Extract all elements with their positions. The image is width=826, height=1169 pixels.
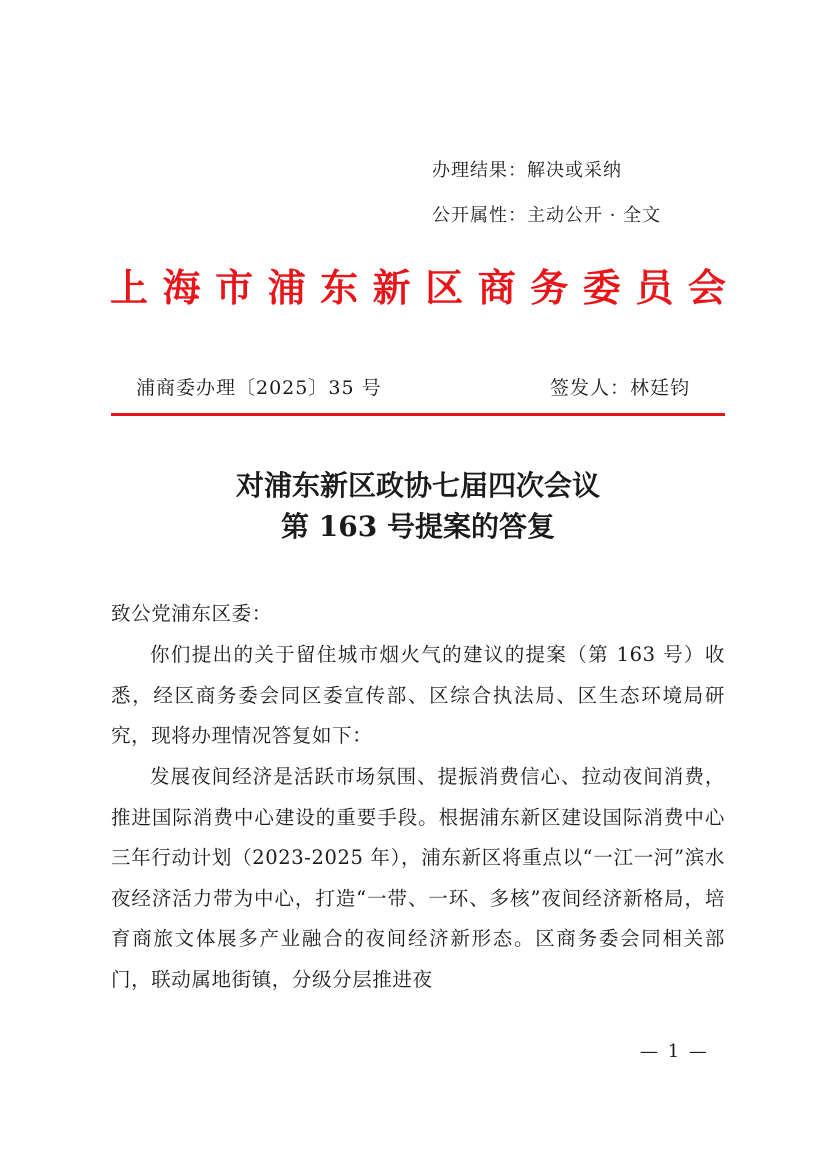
org-title-char: 务 — [530, 265, 569, 310]
org-title-char: 商 — [477, 265, 516, 310]
body-paragraph-1: 你们提出的关于留住城市烟火气的建议的提案（第 163 号）收悉，经区商务委会同区委宣传部、区综合执法局、区生态环境局研究，现将办理情况答复如下： — [111, 643, 725, 747]
org-title-char: 区 — [425, 265, 464, 310]
issuing-organization-title — [110, 264, 726, 312]
red-divider-line — [111, 413, 725, 416]
org-title-char: 员 — [635, 265, 674, 310]
salutation: 致公党浦东区委： — [111, 602, 272, 625]
document-title-line-2: 第 163 号提案的答复 — [281, 510, 555, 543]
org-title-char: 东 — [320, 265, 359, 310]
page-number: — 1 — — [640, 1041, 709, 1062]
signer: 签发人：林廷钧 — [550, 377, 691, 399]
org-title-char: 新 — [372, 265, 411, 310]
org-title-char: 委 — [582, 265, 621, 310]
document-number: 浦商委办理〔2025〕35 号 — [136, 377, 382, 399]
disclosure-attribute: 公开属性：主动公开 · 全文 — [432, 205, 662, 226]
org-title-char: 会 — [687, 265, 726, 310]
document-title-line-1: 对浦东新区政协七届四次会议 — [235, 469, 600, 502]
org-title-char: 市 — [215, 265, 254, 310]
org-title-char: 浦 — [267, 265, 306, 310]
org-title-char: 上 — [110, 265, 149, 310]
org-title-char: 海 — [162, 265, 201, 310]
body-paragraph-2: 发展夜间经济是活跃市场氛围、提振消费信心、拉动夜间消费，推进国际消费中心建设的重要手段。根据浦东新区建设国际消费中心三年行动计划（2023-2025 年），浦东新区将重点以“一江一河”滨水夜经济活力带为中心，打造“一带、一环、多核”夜间经济新格局，培育商旅文体展多产业融合的夜间经济新形态。区商务委会同相关部门，联动属地街镇，分级分层推进夜 — [111, 765, 725, 991]
handling-result: 办理结果：解决或采纳 — [432, 160, 622, 181]
